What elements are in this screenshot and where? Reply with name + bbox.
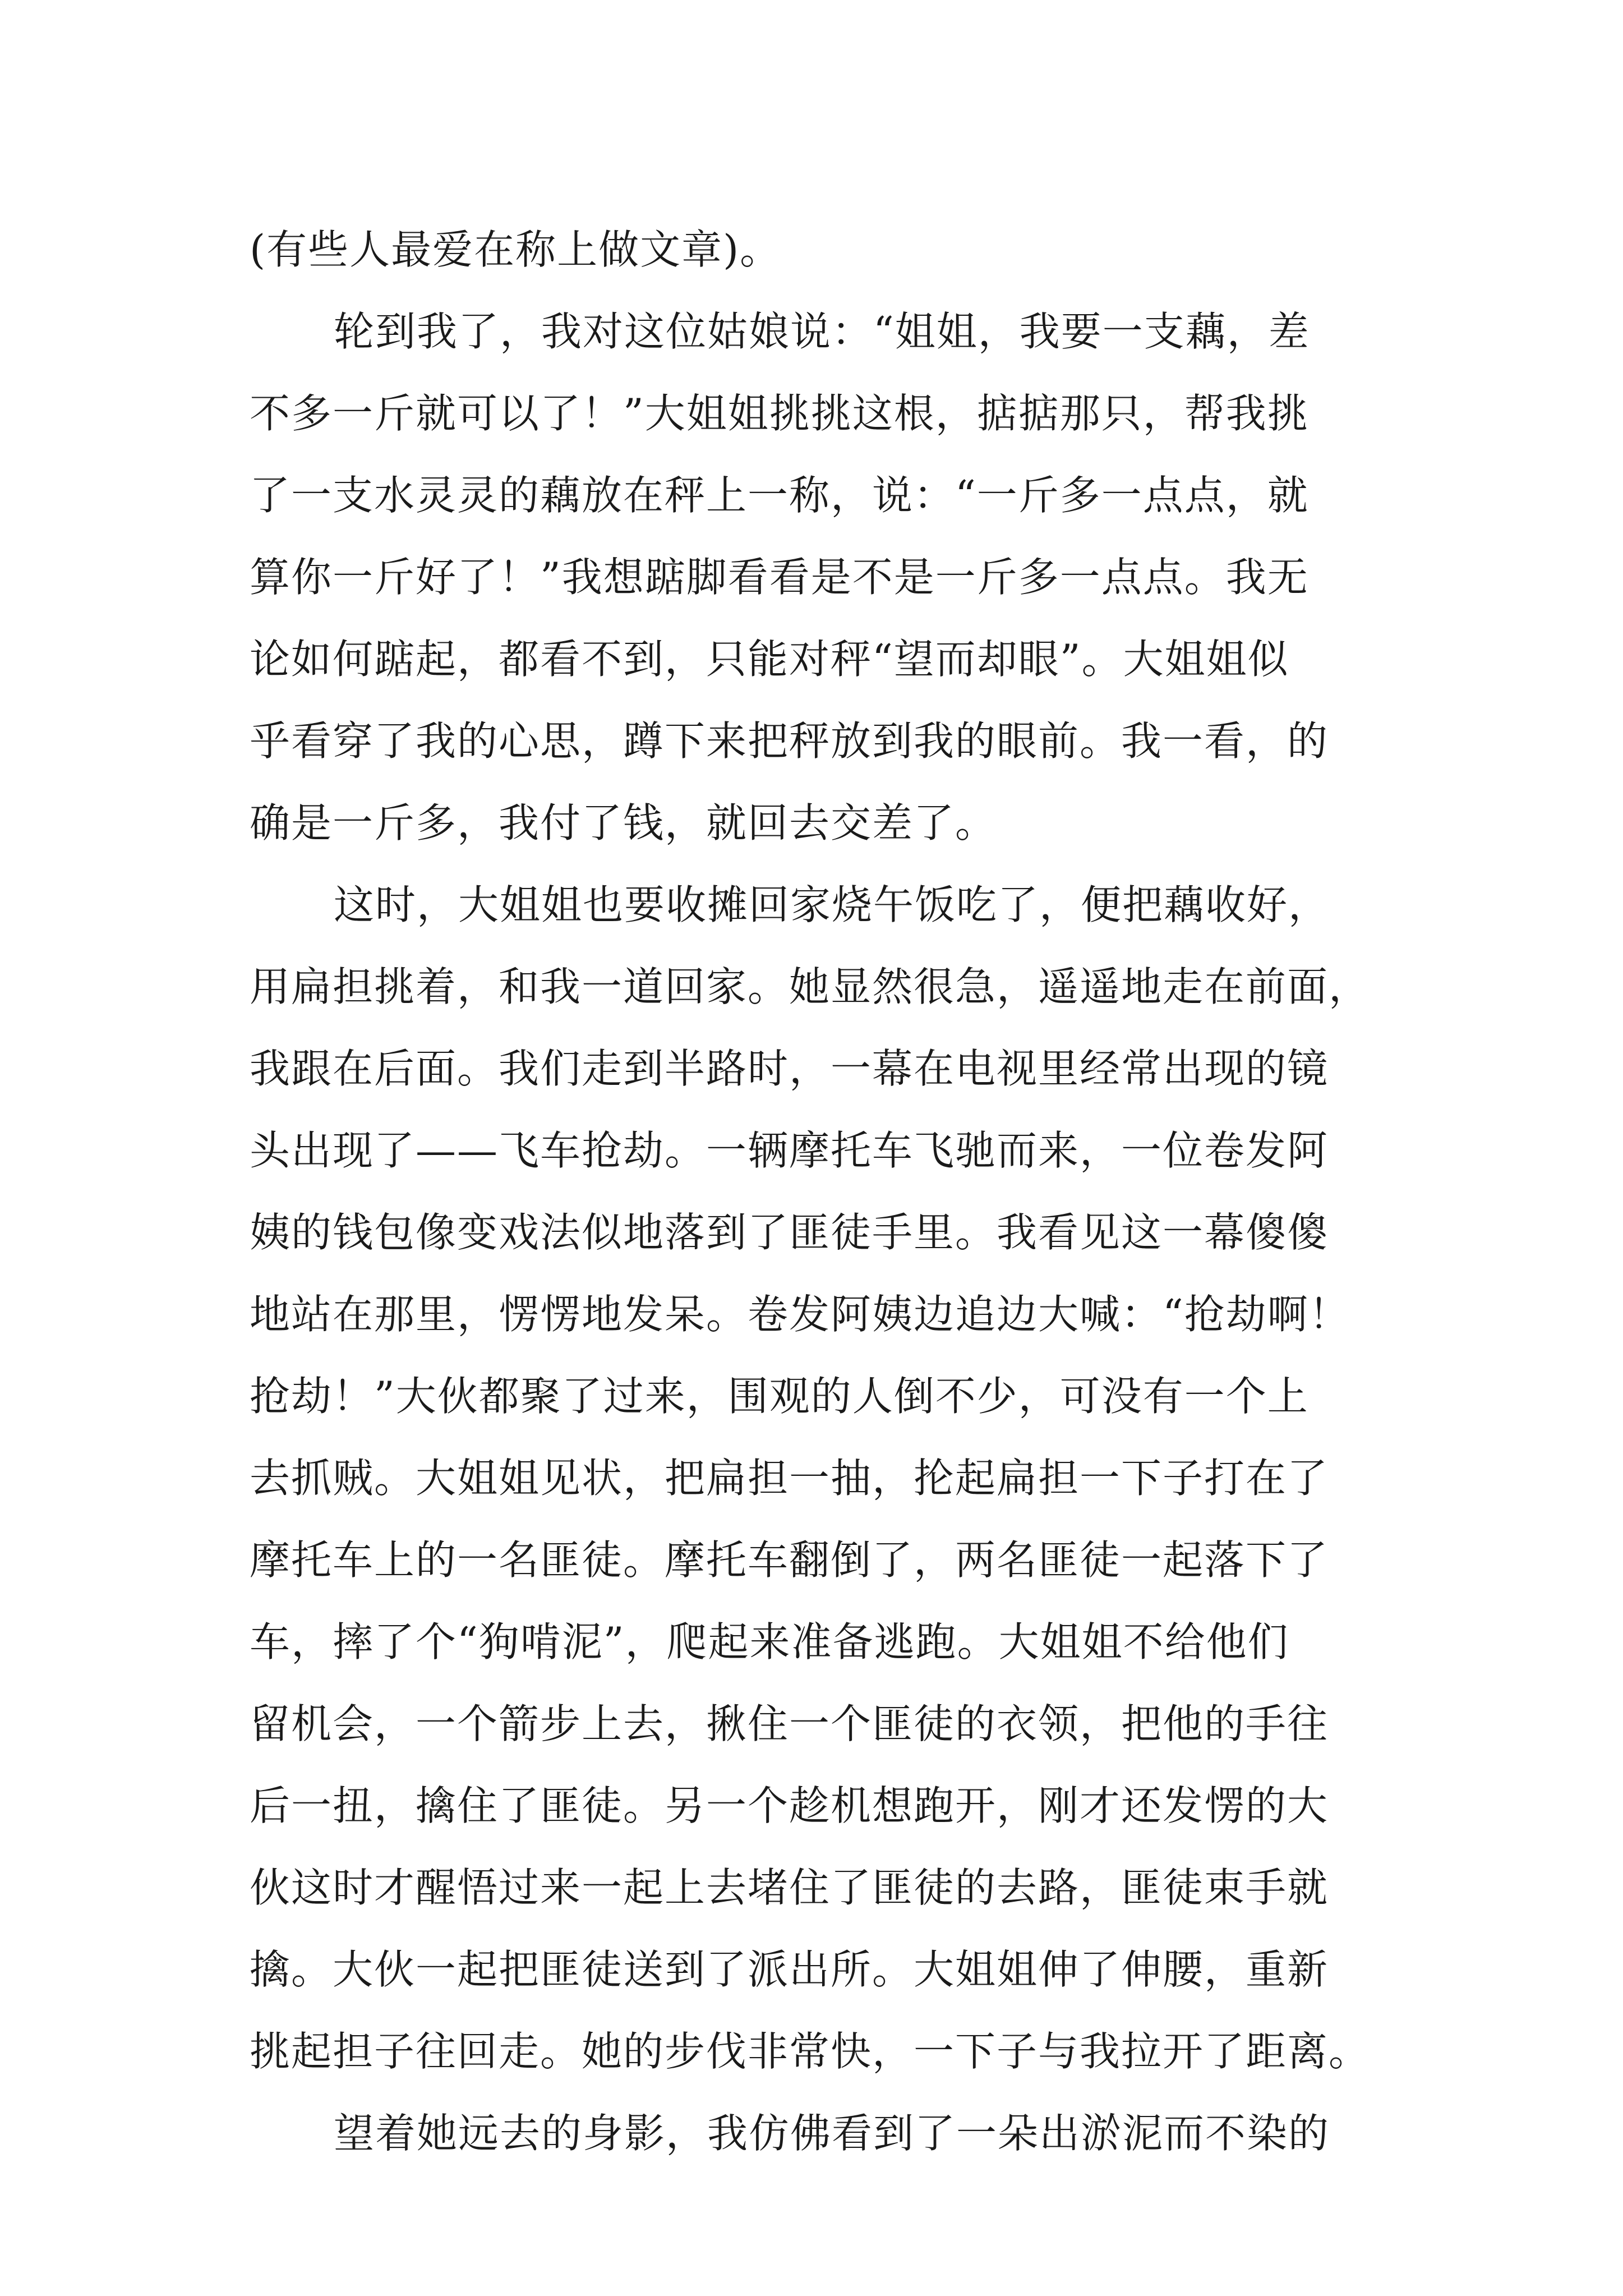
text-line: 留机会，一个箭步上去，揪住一个匪徒的衣领，把他的手往 [250, 1700, 1329, 1747]
text-line: 确是一斤多，我付了钱，就回去交差了。 [250, 799, 997, 846]
text-line: 挑起担子往回走。她的步伐非常快，一下子与我拉开了距离。 [250, 2028, 1371, 2075]
text-line: 擒。大伙一起把匪徒送到了派出所。大姐姐伸了伸腰，重新 [250, 1946, 1329, 1993]
text-line: 去抓贼。大姐姐见状，把扁担一抽，抡起扁担一下子打在了 [250, 1455, 1329, 1502]
text-line: 轮到我了，我对这位姑娘说：“姐姐，我要一支藕，差 [334, 308, 1310, 355]
text-line: 论如何踮起，都看不到，只能对秤“望而却眼”。大姐姐似 [250, 636, 1289, 683]
text-line: 车，摔了个“狗啃泥”，爬起来准备逃跑。大姐姐不给他们 [250, 1618, 1289, 1665]
text-line: 姨的钱包像变戏法似地落到了匪徒手里。我看见这一幕傻傻 [250, 1209, 1329, 1256]
text-line: 后一扭，擒住了匪徒。另一个趁机想跑开，刚才还发愣的大 [250, 1782, 1329, 1829]
text-line: 伙这时才醒悟过来一起上去堵住了匪徒的去路，匪徒束手就 [250, 1864, 1329, 1911]
text-line: 不多一斤就可以了！”大姐姐挑挑这根，掂掂那只，帮我挑 [250, 390, 1309, 437]
text-line: 算你一斤好了！”我想踮脚看看是不是一斤多一点点。我无 [250, 554, 1309, 601]
text-line: 乎看穿了我的心思，蹲下来把秤放到我的眼前。我一看，的 [250, 717, 1329, 765]
text-line: 望着她远去的身影，我仿佛看到了一朵出淤泥而不染的 [334, 2110, 1330, 2157]
text-line: 我跟在后面。我们走到半路时，一幕在电视里经常出现的镜 [250, 1045, 1329, 1092]
text-line: 抢劫！”大伙都聚了过来，围观的人倒不少，可没有一个上 [250, 1373, 1309, 1420]
body-text [250, 209, 1388, 2174]
text-line: 头出现了——飞车抢劫。一辆摩托车飞驰而来，一位卷发阿 [250, 1127, 1329, 1174]
text-line: 地站在那里，愣愣地发呆。卷发阿姨边追边大喊：“抢劫啊！ [250, 1291, 1350, 1338]
text-line: 用扁担挑着，和我一道回家。她显然很急，遥遥地走在前面， [250, 963, 1371, 1010]
text-line: 这时，大姐姐也要收摊回家烧午饭吃了，便把藕收好， [334, 881, 1330, 928]
text-line: 摩托车上的一名匪徒。摩托车翻倒了，两名匪徒一起落下了 [250, 1536, 1329, 1584]
text-line: (有些人最爱在称上做文章)。 [250, 226, 782, 273]
text-line: 了一支水灵灵的藕放在秤上一称，说：“一斤多一点点，就 [250, 472, 1309, 519]
